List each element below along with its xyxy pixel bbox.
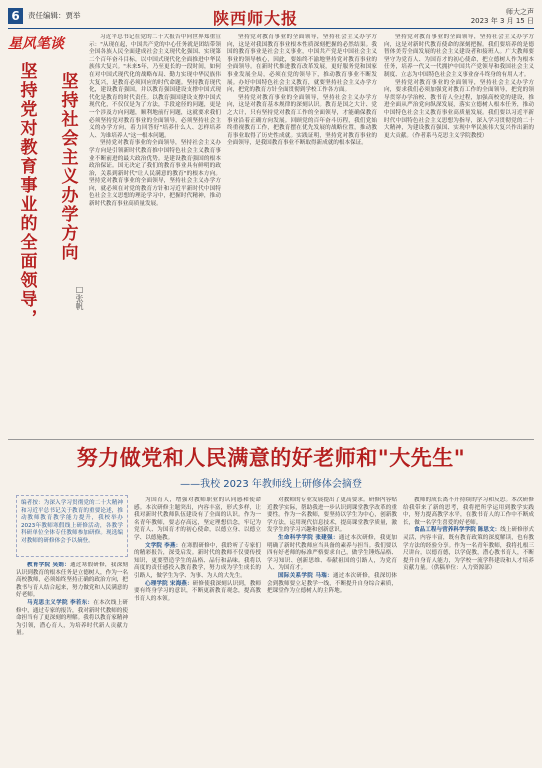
paragraph: 教育学院 吴娟：通过寒假研修，我深刻认识到教育的根本任务是立德树人，作为一名高校教师，必须始终坚持正确的政治方向，把教书与育人结合起来，努力做党和人民满意的好老师。 — [16, 562, 128, 599]
paragraph: 对教师的专业发展提出了更高要求。研修内容贴近教学实际，帮助我进一步认识到课堂教学改革的重要性。作为一名教师，要坚持以学生为中心，创新教学方法，运用现代信息技术，提高课堂教学质量，激发学生的学习兴趣和创新意识。 — [267, 497, 397, 534]
paragraph: 坚持党对教育事业的全面领导，坚持社会主义办学方向，这是对教育基本规律的深刻认识。教育是国之大计、党之大计，只有坚持党对教育工作的全面领导，才能确保教育事业沿着正确方向发展。回顾党的百年奋斗历程，我们党始终重视教育工作，把教育摆在优先发展的战略位置，推动教育事业取得了历史性成就。实践证明，坚持党对教育事业的全面领导，是我国教育事业不断取得新成就的根本保证。 — [227, 94, 377, 147]
paragraph: 生命科学学院 张建强：通过本次研修，我更加明确了新时代教师应当具备的素养与担当。我们要以四有好老师的标准严格要求自己，做学生锤炼品格、学习知识、创新思维、奉献祖国的引路人，为党育人、为国育才。 — [267, 534, 397, 572]
header-rule — [8, 28, 534, 29]
paragraph: 教师的成长离不开持续的学习和反思。本次研修给我带来了新的思考，我将把所学运用到教学实践中，努力提高教学水平，在教书育人的工作中不断成长，做一名学生喜爱的好老师。 — [403, 497, 534, 526]
paragraph: 马克思主义学院 李若东：在本次线上研修中，通过专家的报告，我对新时代教师的使命担当有了更深刻的理解。我将以教育家精神为引领，潜心育人，为培养时代新人贡献力量。 — [16, 599, 128, 637]
bottom-article-title: 努力做党和人民满意的好老师和"大先生" — [76, 445, 466, 470]
top-article-column-3 — [384, 34, 534, 442]
paragraph: 坚持党对教育事业的全面领导，坚持社会主义办学方向是引领新时代教育推中国特色社会主义教育事业不断前进的最大政治优势。是建设教育强国的根本政治保证。国无决定了我们的教育事业具有鲜明的政治，关系到新时代"让人民满意的教育"的根本方向。坚持党对教育事业的全面领导，坚持社会主义办学方向，就必须在对党的教育方针和习近平新时代中国特色社会主义思想的理论学习中，把握时代精神，推动新时代教育事业高质量发展。 — [89, 140, 221, 208]
paragraph: 为国育人，增强对教师职业的认同感和使命感。本次研修主题突出，内容丰富，形式多样，让我对新时代教师队伍建设有了全面的认识。作为一名青年教师，要志存高远，坚定理想信念，牢记为党育人、为国育才的初心使命，以德立身、以德立学、以德施教。 — [134, 497, 261, 541]
newspaper-logo: 陕西师大报 — [213, 9, 299, 28]
top-article-column-2 — [227, 34, 377, 442]
column-name: 星风笔谈 — [8, 36, 64, 52]
paragraph: 习近平总书记在党的二十大报告中向世界郑重宣示："从现在起，中国共产党的中心任务就是团结带领全国各族人民全面建成社会主义现代化强国、实现第二个百年奋斗目标，以中国式现代化全面推进中华民族伟大复兴。"未来5年，乃至更长的一段时间，如何在对中国式现代化的战略布局、勤力实现中华民族伟大复兴，是教育必须回应的时代命题。坚持教育现代化，建设教育强国，并以教育强国建设支撑中国式现代化是教育的时代责任。以教育强国建设支撑中国式现代化，不仅仅是为了方法，手段途径的问题，更是一个涉及方向问题，顺利地前行问题，这就要求我们必须坚持党对教育事业的全面领导，必须坚持社会主义的办学方向，着力回答好"培养什么人、怎样培养人、为谁培养人"这一根本问题。 — [89, 34, 221, 139]
paragraph: 坚持党对教育事业的全面领导，坚持社会主义办学方向，这是对我国教育事业根本性质深刻把握的必然结果。我国的教育事业是社会主义事业，中国共产党是中国社会主义事业的领导核心，因此，要始终不渝地坚持党对教育事业的全面领导。在新时代推进教育改革发展，更好服务党和国家事业发展全局，必须在党的领导下，推动教育事业不断发展。办好中国特色社会主义教育，就要坚持社会主义办学方向，把党的教育方针全面贯彻到学校工作各方面。 — [227, 34, 377, 94]
section-name: 师大之声 — [506, 8, 534, 16]
paragraph: 文学院 李燕：在寒假研修中，我聆听了专家们的精彩报告，深受启发。新时代的教师不仅要传授知识，更要塑造学生的品格、品行和品味。我将以高度的责任感投入教育教学，努力成为学生成长的引路人，做学生为学、为事、为人的大先生。 — [134, 542, 261, 579]
paragraph: 坚持党对教育事业的全面领导，坚持社会主义办学方向，要求我们必须加强党对教育工作的全面领导，把党的领导贯穿办学治校、教书育人全过程，加强高校党的建设，推进全面从严治党向纵深发展，落实立德树人根本任务，推动中国特色社会主义教育事业高质量发展。我们要以习近平新时代中国特色社会主义思想为指导，深入学习贯彻党的二十大精神，为建设教育强国、实现中华民族伟大复兴作出新的更大贡献。（作者系马克思主义学院教授） — [384, 79, 534, 139]
paragraph: 坚持党对教育事业的全面领导，坚持社会主义办学方向，这是对新时代教育使命的深刻把握。我们要培养的是德智体美劳全面发展的社会主义建设者和接班人。广大教师要坚守为党育人、为国育才的初心使命，把立德树人作为根本任务，培养一代又一代拥护中国共产党领导和我国社会主义制度、立志为中国特色社会主义事业奋斗终身的有用人才。 — [384, 34, 534, 78]
column-banner — [8, 33, 64, 53]
top-article-byline: □张帆 — [75, 285, 84, 310]
paragraph: 食品工程与营养科学学院 陈思文：线上研修形式灵活，内容丰富，既有教育政策的深度解读，也有教学方法的经验分享。作为一名青年教师，我将扎根三尺讲台，以德育德，以学促教，潜心教书育人，不断提升自身育人能力，为学校一流学科建设和人才培养贡献力量。（供稿单位：人力资源部） — [403, 527, 534, 572]
top-article-title-part1: 坚持党对教育事业的全面领导， — [16, 62, 37, 328]
bottom-article-subtitle: ——我校 2023 年教师线上研修体会摘登 — [180, 479, 362, 490]
top-article-column-1 — [89, 34, 221, 442]
bottom-article-column-2 — [134, 497, 261, 765]
editor-note: 编者按：为深入学习贯彻党的二十大精神和习近平总书记关于教育的重要论述，推动教师教育教学能力提升，我校举办2023年教师寒假线上研修活动，各教学科研单位全体专任教师参加研修。现选编对教师的研修体会予以摘登。 — [16, 495, 128, 557]
bottom-article-column-1 — [16, 562, 128, 765]
paragraph: 国际关系学院 马瑞：通过本次研修，我深切体会到教师要立足教学一线，不断提升自身综合素质，把课堂作为立德树人的主阵地。 — [267, 572, 397, 595]
editor-credit: 责任编辑：贾举 — [28, 11, 81, 20]
top-article-title-part2: 坚持社会主义办学方向 — [57, 72, 78, 262]
issue-date: 2023 年 3 月 15 日 — [470, 17, 534, 25]
bottom-article-column-4 — [403, 497, 534, 765]
bottom-article-column-3 — [267, 497, 397, 765]
section-divider — [8, 439, 534, 440]
paragraph: 心理学院 宋海燕：研修使我深刻认识到，教师要有终身学习的意识，不断更新教育观念，提高教书育人的本领。 — [134, 580, 261, 602]
page-number: 6 — [8, 8, 23, 24]
page-header — [8, 6, 534, 28]
